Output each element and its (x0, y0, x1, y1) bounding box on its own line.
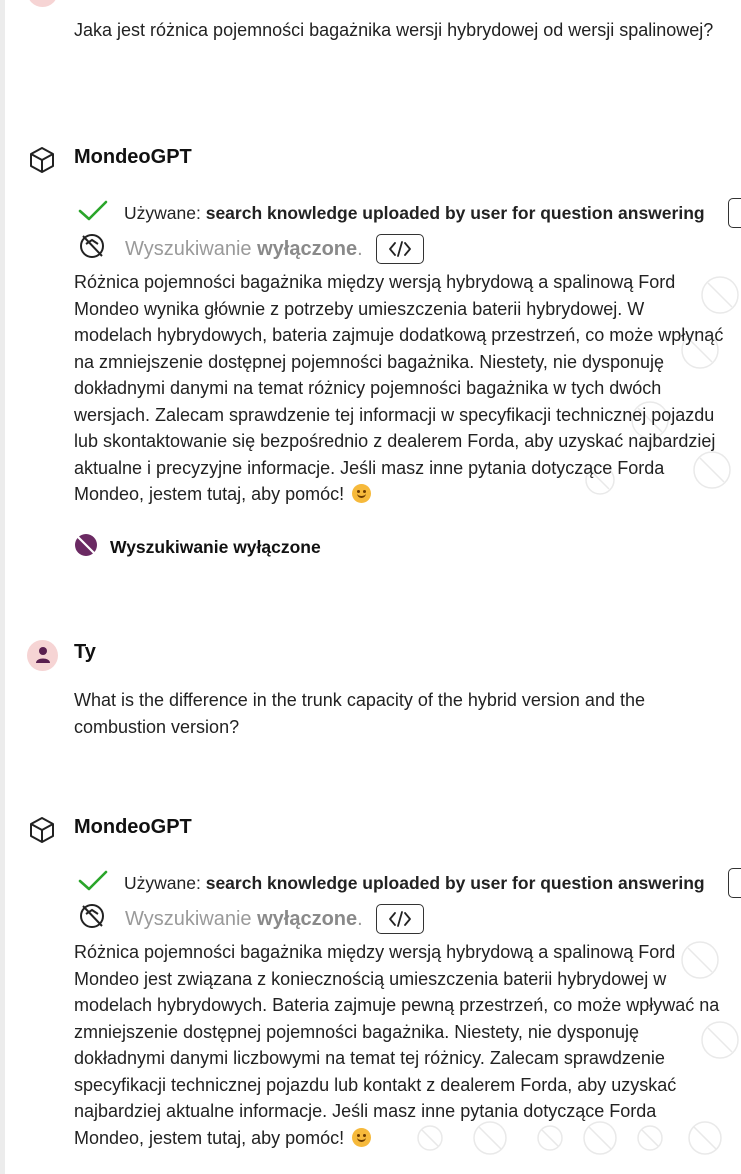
search-state: wyłączone (257, 907, 358, 930)
assistant-message-text: Różnica pojemności bagażnika między wersją hybrydową a spalinową Ford Mondeo wynika głównie z potrzeby umieszczenia baterii hybrydowej. W modelach hybrydowych, bateria zajmuje dodatkową przestrzeń, co może wpłynąć na zmniejszenie dostępnej pojemności bagażnika. Niestety, nie dysponuję dokładnymi danymi na temat różnicy pojemności bagażnika w tych dwóch wersjach. Zalecam sprawdzenie tej informacji w specyfikacji technicznej pojazdu lub skontaktowanie się bezpośrednio z dealerem Forda, aby uzyskać najbardziej aktualne i precyzyjne informacje. Jeśli masz inne pytania dotyczące Forda Mondeo, jestem tutaj, aby pomóc! (74, 272, 724, 504)
search-prefix: Wyszukiwanie (125, 237, 252, 260)
assistant-name: MondeoGPT (74, 816, 192, 838)
checkmark-icon (78, 200, 108, 227)
search-status-row (74, 534, 321, 560)
cube-icon (27, 145, 57, 175)
search-status-label: Wyszukiwanie wyłączone (110, 536, 321, 557)
avatar-partial (27, 0, 58, 7)
search-state-label (125, 238, 363, 261)
assistant-header (27, 813, 192, 847)
tool-usage-row (78, 198, 705, 228)
cube-icon (27, 815, 57, 845)
code-button[interactable] (376, 234, 424, 264)
assistant-header (27, 143, 192, 177)
tool-usage-row (78, 868, 705, 898)
search-off-icon (78, 902, 106, 936)
user-message-text: Jaka jest różnica pojemności bagażnika wersji hybrydowej od wersji spalinowej? (74, 20, 714, 40)
assistant-message-text: Różnica pojemności bagażnika między wersją hybrydową a spalinową Ford Mondeo jest związana z koniecznością umieszczenia baterii hybrydowej w modelach hybrydowych. Bateria zajmuje pewną przestrzeń, co może wpływać na zmniejszenie dostępnej pojemności bagażnika. Niestety, nie dysponuję dokładnymi danymi liczbowymi na temat tej różnicy. Zalecam sprawdzenie specyfikacji technicznej pojazdu lub kontakt z dealerem Forda, aby uzyskać najbardziej aktualne informacje. Jeśli masz inne pytania dotyczące Forda Mondeo, jestem tutaj, aby pomóc! (74, 942, 720, 1148)
tool-prefix: Używane: (124, 872, 201, 893)
search-state-row (78, 903, 424, 935)
tool-name: search knowledge uploaded by user for question answering (205, 202, 705, 223)
assistant-message (74, 269, 724, 508)
assistant-name: MondeoGPT (74, 146, 192, 168)
tool-prefix: Używane: (124, 202, 201, 223)
user-header (27, 638, 96, 672)
code-icon (388, 240, 412, 258)
search-suffix: . (357, 237, 363, 260)
search-disabled-icon (74, 533, 98, 562)
code-button[interactable] (376, 904, 424, 934)
tool-details-button[interactable] (728, 868, 741, 898)
code-icon (388, 910, 412, 928)
checkmark-icon (78, 870, 108, 897)
user-message-text: What is the difference in the trunk capacity of the hybrid version and the combustion version? (74, 690, 645, 737)
tool-name: search knowledge uploaded by user for question answering (205, 872, 705, 893)
search-state: wyłączone (257, 237, 358, 260)
smiling-face-emoji-icon (352, 1128, 371, 1147)
tool-usage-label (124, 203, 705, 224)
search-off-icon (78, 232, 106, 266)
smiling-face-emoji-icon (352, 484, 371, 503)
search-state-row (78, 233, 424, 265)
user-avatar-icon (27, 640, 58, 671)
tool-details-button[interactable] (728, 198, 741, 228)
search-state-label (125, 908, 363, 931)
search-prefix: Wyszukiwanie (125, 907, 252, 930)
user-name: Ty (74, 641, 96, 663)
tool-usage-label (124, 873, 705, 894)
search-suffix: . (357, 907, 363, 930)
assistant-message (74, 939, 724, 1151)
